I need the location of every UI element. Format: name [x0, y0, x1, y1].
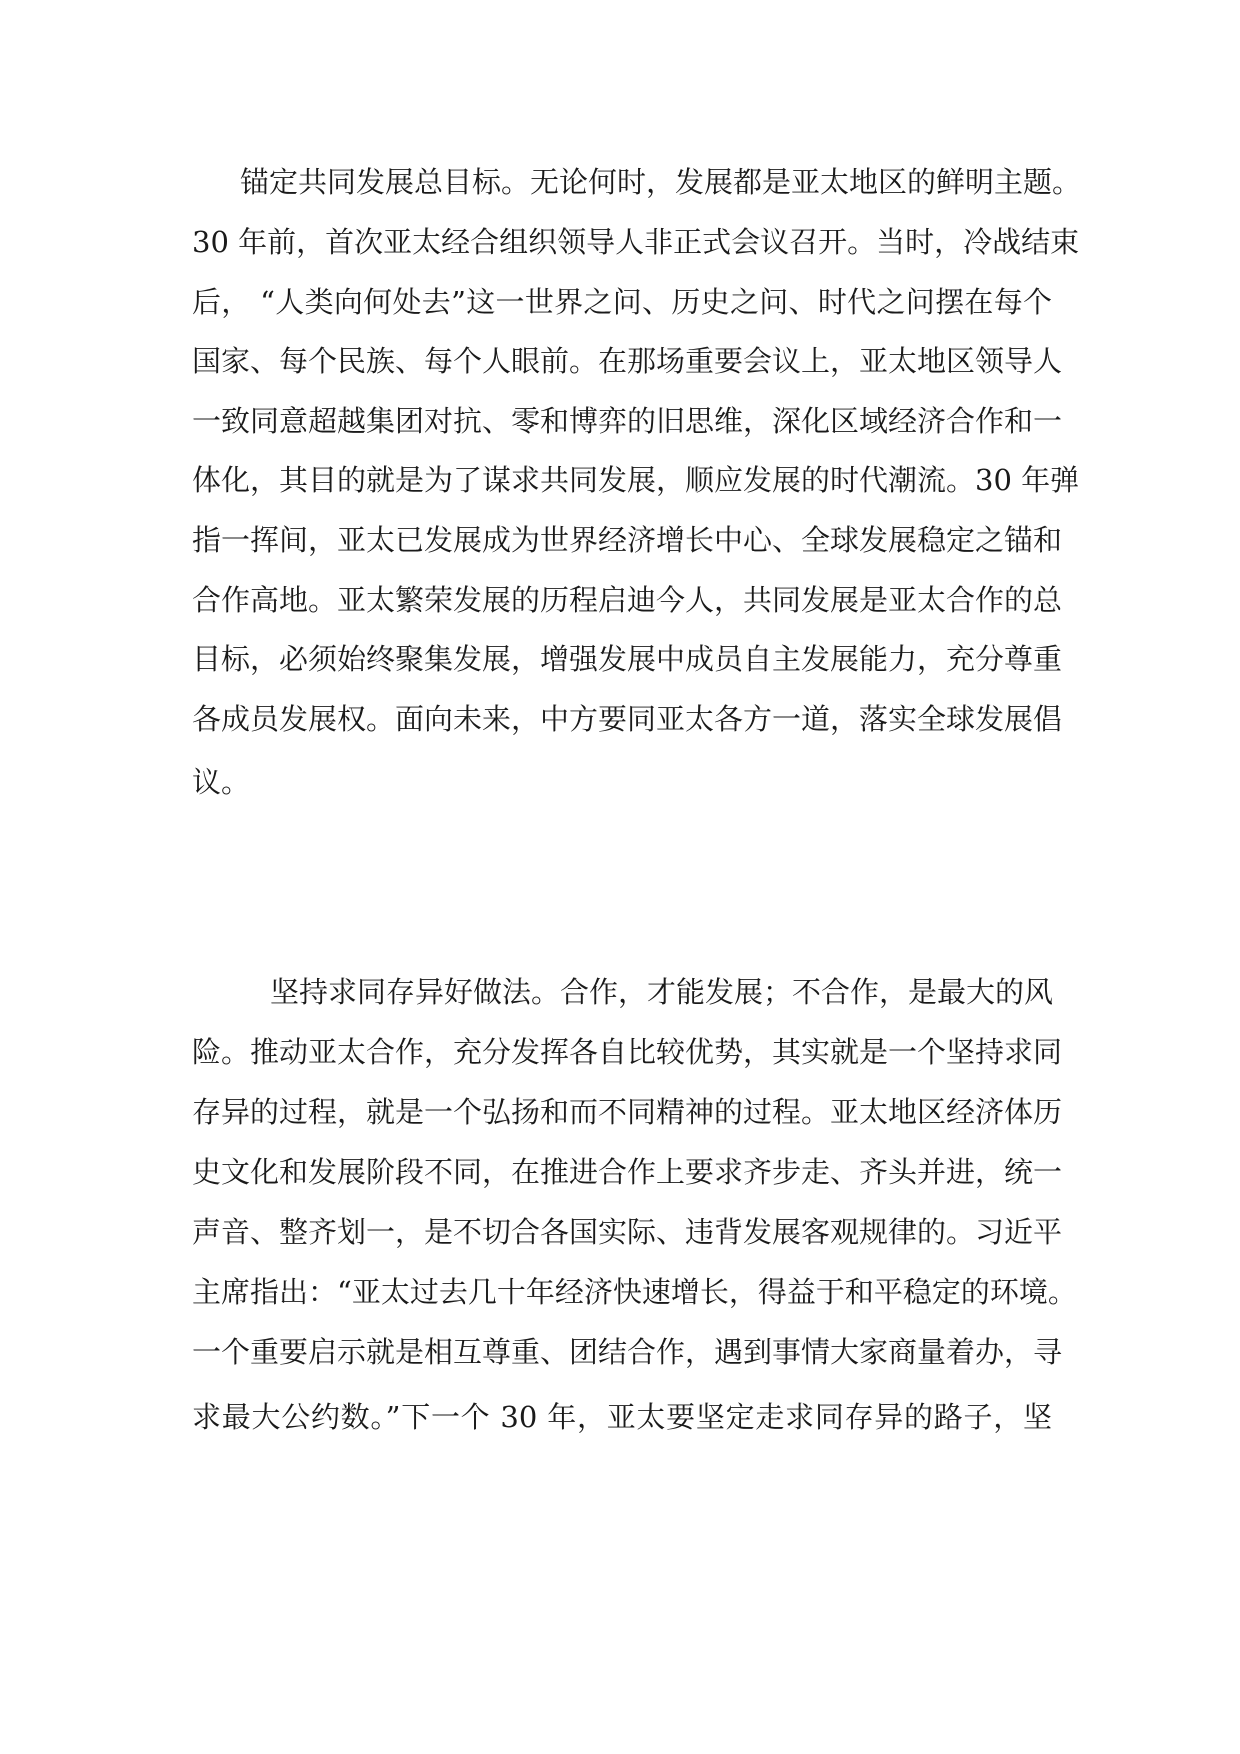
paragraph-line: 存异的过程，就是一个弘扬和而不同精神的过程。亚太地区经济体历	[192, 1095, 1063, 1129]
paragraph-line: 后， “人类向何处去”这一世界之问、历史之问、时代之问摆在每个	[192, 285, 1052, 319]
paragraph-line: 一个重要启示就是相互尊重、团结合作，遇到事情大家商量着办，寻	[192, 1335, 1063, 1369]
paragraph-line: 合作高地。亚太繁荣发展的历程启迪今人，共同发展是亚太合作的总	[192, 583, 1063, 617]
paragraph-line: 锚定共同发展总目标。无论何时，发展都是亚太地区的鲜明主题。	[240, 165, 1082, 199]
paragraph-line: 主席指出：“亚太过去几十年经济快速增长，得益于和平稳定的环境。	[192, 1275, 1077, 1309]
paragraph-line: 求最大公约数。”下一个 30 年，亚太要坚定走求同存异的路子，坚	[192, 1400, 1052, 1434]
paragraph-line: 目标，必须始终聚集发展，增强发展中成员自主发展能力，充分尊重	[192, 642, 1063, 676]
paragraph-line: 坚持求同存异好做法。合作，才能发展；不合作，是最大的风	[270, 975, 1054, 1009]
paragraph-line: 体化，其目的就是为了谋求共同发展，顺应发展的时代潮流。30 年弹	[192, 463, 1080, 497]
paragraph-line: 险。推动亚太合作，充分发挥各自比较优势，其实就是一个坚持求同	[192, 1035, 1063, 1069]
paragraph-line: 议。	[192, 765, 251, 799]
paragraph-line: 各成员发展权。面向未来，中方要同亚太各方一道，落实全球发展倡	[192, 702, 1063, 736]
paragraph-line: 国家、每个民族、每个人眼前。在那场重要会议上，亚太地区领导人	[192, 344, 1063, 378]
paragraph-line: 史文化和发展阶段不同，在推进合作上要求齐步走、齐头并进，统一	[192, 1155, 1063, 1189]
paragraph-line: 声音、整齐划一，是不切合各国实际、违背发展客观规律的。习近平	[192, 1215, 1063, 1249]
paragraph-line: 30 年前，首次亚太经合组织领导人非正式会议召开。当时，冷战结束	[192, 225, 1080, 259]
paragraph-line: 指一挥间，亚太已发展成为世界经济增长中心、全球发展稳定之锚和	[192, 523, 1063, 557]
paragraph-line: 一致同意超越集团对抗、零和博弈的旧思维，深化区域经济合作和一	[192, 404, 1063, 438]
